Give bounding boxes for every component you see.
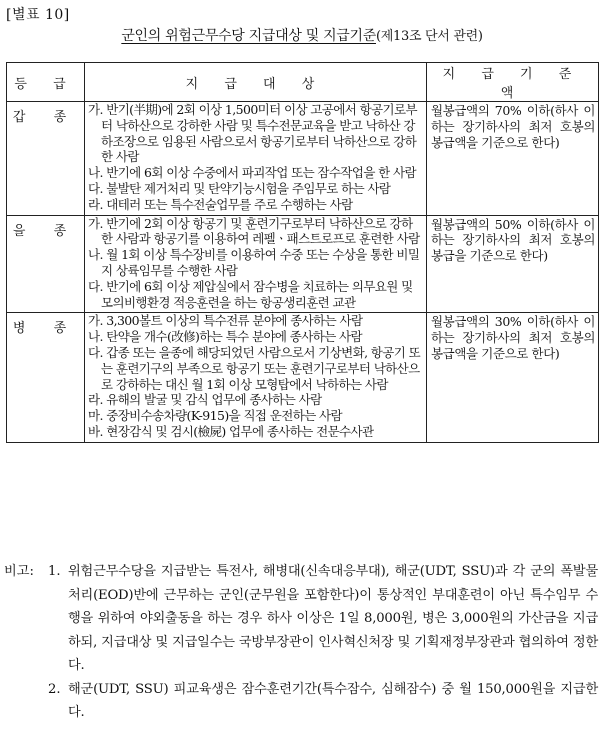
target-item: 마. 중장비수송차량(K-915)을 직접 운전하는 사람 [88, 408, 343, 424]
remark-item [4, 678, 598, 724]
remark-text: 해군(UDT, SSU) 피교육생은 잠수훈련기간(특수잠수, 심해잠수) 중 월 150,000원을 지급한다. [68, 681, 598, 720]
grade-cell: 병 종 [7, 313, 85, 442]
target-item: 나. 반기에 6회 이상 수중에서 파괴작업 또는 잠수작업을 한 사람 [88, 165, 416, 181]
appendix-label: [별표 10] [6, 7, 70, 23]
criteria-cell: 월봉급액의 50% 이하(하사 이하는 장기하사의 최저 호봉의 봉급을 기준으로 한다) [427, 215, 599, 313]
remark-number: 1. [48, 564, 61, 579]
remark-text: 위험근무수당을 지급받는 특전사, 해병대(신속대응부대), 해군(UDT, SSU)과 각 군의 폭발물처리(EOD)반에 근무하는 군인(군무원을 포함한다)이 통상적인 부대훈련이 아닌 특수임무 수행을 위하여 야외출동을 하는 경우 하사 이상은 1일 8,000원, 병은 3,000원의 가산금을 지급하되, 지급대상 및 지급일수는 국방부장관이 인사혁신처장 및 기획재정부장관과 협의하여 정한다. [68, 564, 598, 673]
target-cell [85, 313, 427, 442]
title-sub: (제13조 단서 관련) [375, 29, 483, 44]
grade-cell: 을 종 [7, 215, 85, 313]
target-item: 라. 유해의 발굴 및 감식 업무에 종사하는 사람 [88, 392, 322, 408]
target-item: 가. 반기에 2회 이상 항공기 및 훈련기구로부터 낙하산으로 강하한 사람과 항공기를 이용하여 레펠ㆍ패스트로프로 훈련한 사람 [88, 215, 420, 247]
table-header-row [7, 63, 599, 102]
remarks-label: 비고: [4, 564, 34, 579]
criteria-cell: 월봉급액의 30% 이하(하사 이하는 장기하사의 최저 호봉의 봉급액을 기준으로 한다) [427, 313, 599, 442]
target-item: 다. 갑종 또는 을종에 해당되었던 사람으로서 기상변화, 항공기 또는 훈련기구의 부족으로 항공기 또는 훈련기구로부터 낙하산으로 강하하는 대신 월 1회 이상 모형탑에서 낙하하는 사람 [88, 344, 421, 392]
target-item: 바. 현장감식 및 검시(檢屍) 업무에 종사하는 전문수사관 [88, 423, 374, 439]
target-cell [85, 102, 427, 216]
criteria-cell: 월봉급액의 70% 이하(하사 이하는 장기하사의 최저 호봉의 봉급액을 기준으로 한다) [427, 102, 599, 216]
target-item: 나. 탄약을 개수(改修)하는 특수 분야에 종사하는 사람 [88, 329, 362, 345]
remark-item [4, 560, 598, 678]
target-item: 가. 3,300볼트 이상의 특수전류 분야에 종사하는 사람 [88, 313, 363, 329]
remarks-section [4, 560, 598, 724]
grade-cell: 갑 종 [7, 102, 85, 216]
page-title [0, 25, 604, 45]
header-target: 지 급 대 상 [85, 63, 427, 102]
header-grade: 등 급 [7, 63, 85, 102]
payment-standard-table [6, 62, 599, 443]
target-cell [85, 215, 427, 313]
title-main: 군인의 위험근무수당 지급대상 및 지급기준 [121, 28, 376, 44]
target-item: 라. 대테러 또는 특수전술업무를 주로 수행하는 사람 [88, 196, 353, 212]
target-item: 가. 반기(半期)에 2회 이상 1,500미터 이상 고공에서 항공기로부터 낙하산으로 강하한 사람 및 특수전문교육을 받고 낙하산 강하조장으로 임용된 사람으로서 항공기로부터 낙하산으로 강하한 사람 [88, 102, 417, 165]
target-item: 다. 불발탄 제거처리 및 탄약기능시험을 주임무로 하는 사람 [88, 180, 391, 196]
remark-number: 2. [48, 681, 61, 697]
table-row-eul [7, 215, 599, 313]
table-row-byeong [7, 313, 599, 442]
target-item: 나. 월 1회 이상 특수장비를 이용하여 수중 또는 수상을 통한 비밀지 상륙임무를 수행한 사람 [88, 247, 420, 278]
table-row-gap [7, 102, 599, 216]
header-criteria: 지 급 기 준 액 [427, 63, 599, 102]
target-item: 다. 반기에 6회 이상 제압실에서 잠수병을 치료하는 의무요원 및 모의비행환경 적응훈련을 하는 항공생리훈련 교관 [88, 278, 413, 310]
